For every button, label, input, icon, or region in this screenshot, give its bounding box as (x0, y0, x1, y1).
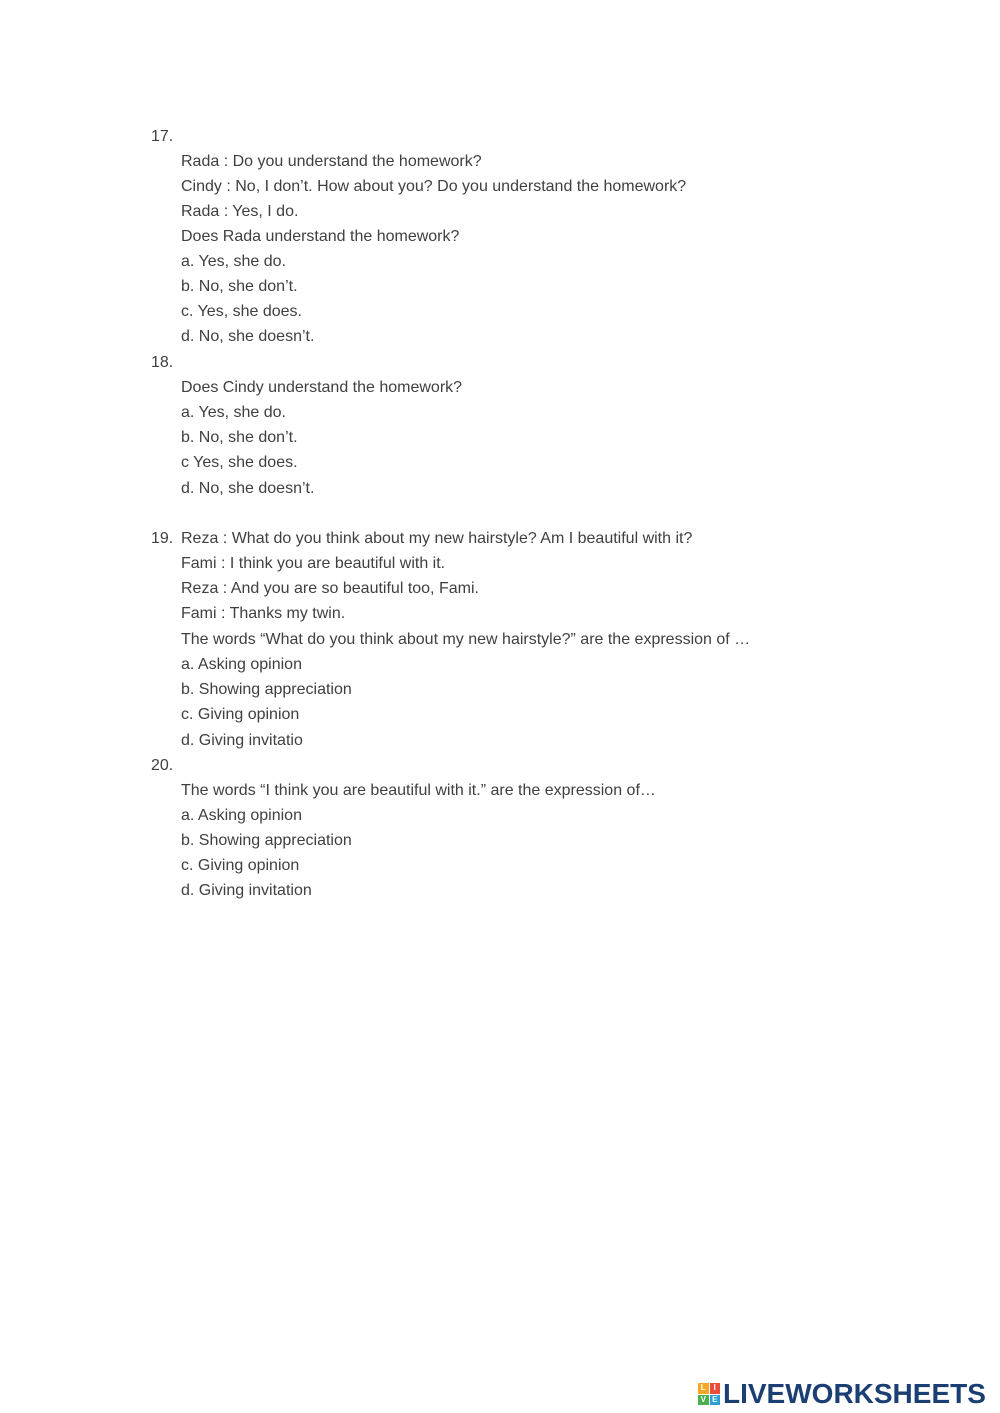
logo-icon-tile: E (710, 1395, 721, 1406)
question-17-prompt: Does Rada understand the homework? (181, 228, 460, 245)
question-19-prompt: The words “What do you think about my new hairstyle?” are the expression of … (181, 631, 751, 648)
question-19-option-b: b. Showing appreciation (181, 681, 352, 698)
question-20-prompt: The words “I think you are beautiful with it.” are the expression of… (181, 782, 656, 799)
question-20-option-c: c. Giving opinion (181, 857, 300, 874)
question-19-option-d: d. Giving invitatio (181, 732, 303, 749)
question-17-option-b: b. No, she don’t. (181, 278, 298, 295)
question-19-line: Fami : I think you are beautiful with it. (181, 555, 446, 572)
question-18-option-d: d. No, she doesn’t. (181, 480, 315, 497)
question-17-option-d: d. No, she doesn’t. (181, 328, 315, 345)
question-19-option-a: a. Asking opinion (181, 656, 302, 673)
question-18-option-b: b. No, she don’t. (181, 429, 298, 446)
liveworksheets-logo-text: LIVEWORKSHEETS (723, 1378, 986, 1409)
question-19-line: Reza : And you are so beautiful too, Fami. (181, 580, 479, 597)
logo-icon-tile: V (698, 1395, 709, 1406)
question-20-option-b: b. Showing appreciation (181, 832, 352, 849)
question-17-line: Rada : Do you understand the homework? (181, 153, 482, 170)
question-20-option-a: a. Asking opinion (181, 807, 302, 824)
question-17-number: 17. (151, 128, 174, 145)
question-17-option-c: c. Yes, she does. (181, 303, 302, 320)
question-18-option-c: c Yes, she does. (181, 454, 298, 471)
question-17-option-a: a. Yes, she do. (181, 253, 286, 270)
question-18-number: 18. (151, 354, 174, 371)
question-18-option-a: a. Yes, she do. (181, 404, 286, 421)
logo-icon-tile: I (710, 1383, 721, 1394)
question-19-line: Fami : Thanks my twin. (181, 605, 346, 622)
liveworksheets-logo-icon (698, 1383, 720, 1405)
logo-icon-tile: L (698, 1383, 709, 1394)
question-19-option-c: c. Giving opinion (181, 706, 300, 723)
question-17-line: Cindy : No, I don’t. How about you? Do you understand the homework? (181, 178, 687, 195)
question-19-line: Reza : What do you think about my new hairstyle? Am I beautiful with it? (181, 530, 693, 547)
question-20-option-d: d. Giving invitation (181, 882, 312, 899)
question-20-number: 20. (151, 757, 174, 774)
liveworksheets-logo (698, 1378, 986, 1410)
question-19-number: 19. (151, 530, 174, 547)
question-18-prompt: Does Cindy understand the homework? (181, 379, 463, 396)
question-17-line: Rada : Yes, I do. (181, 203, 299, 220)
